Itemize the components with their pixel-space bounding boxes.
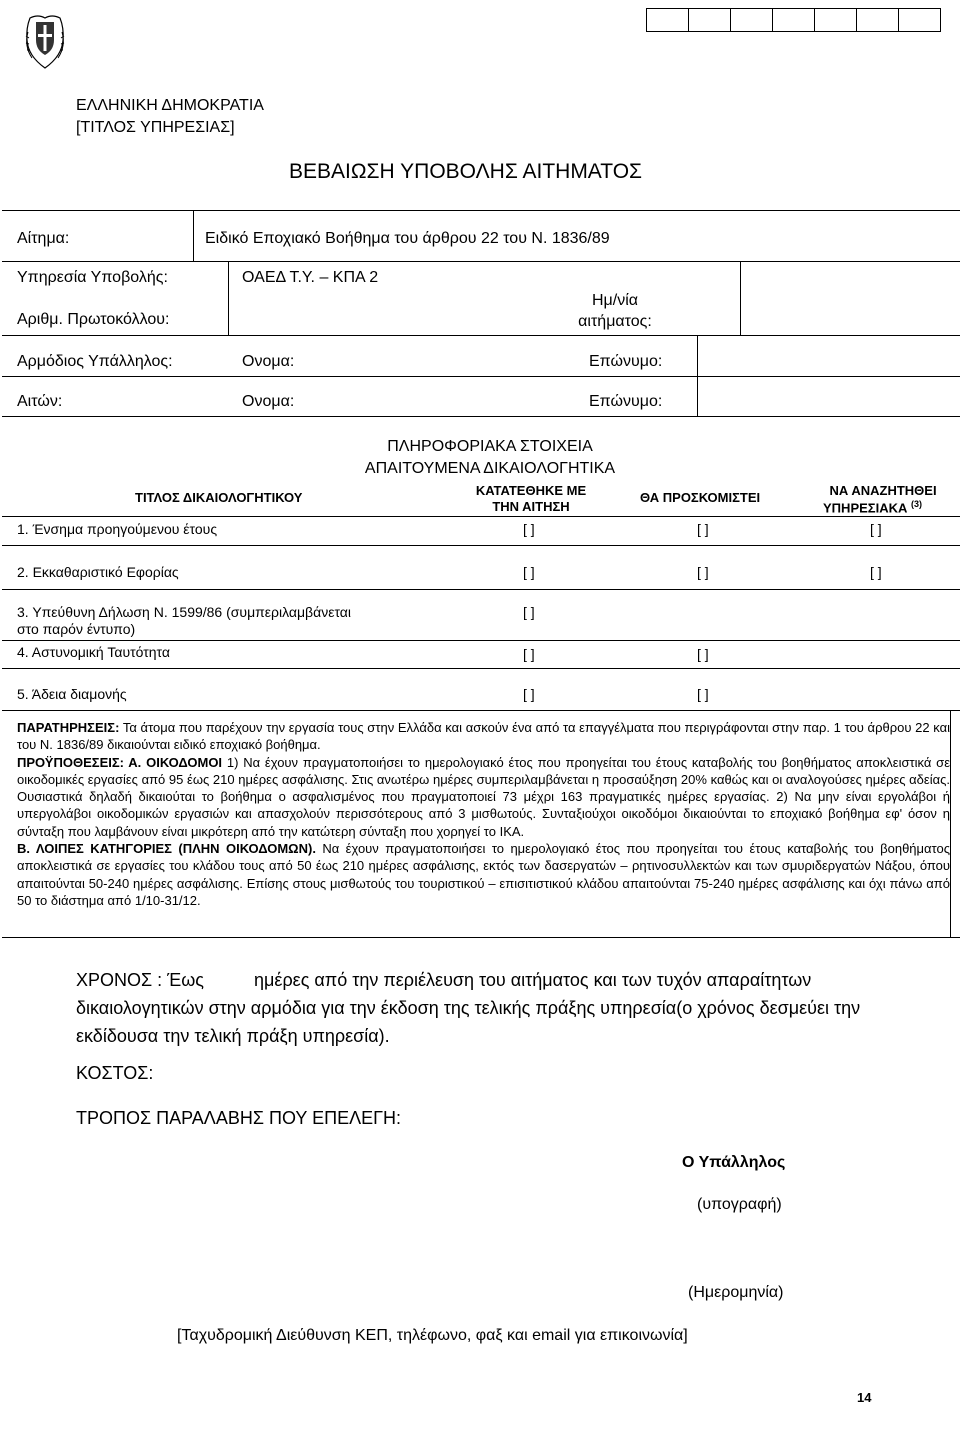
delivery-label: ΤΡΟΠΟΣ ΠΑΡΑΛΑΒΗΣ ΠΟΥ ΕΠΕΛΕΓΗ: xyxy=(76,1108,402,1128)
col-title-header: ΤΙΤΛΟΣ ΔΙΚΑΙΟΛΟΓΗΤΙΚΟΥ xyxy=(135,490,303,505)
info-heading: ΠΛΗΡΟΦΟΡΙΑΚΑ ΣΤΟΙΧΕΙΑ xyxy=(387,438,593,455)
officer-label: Αρμόδιος Υπάλληλος: xyxy=(17,353,173,370)
divider xyxy=(2,640,960,641)
col-submitted-header-1: ΚΑΤΑΤΕΘΗΚΕ ΜΕ xyxy=(475,483,587,498)
coat-of-arms-icon xyxy=(22,8,68,72)
reference-number-boxes xyxy=(647,8,941,32)
col-bring-header: ΘΑ ΠΡΟΣΚΟΜΙΣΤΕΙ xyxy=(640,490,761,505)
notes-section xyxy=(17,719,950,909)
prerequisites-text: 1) Να έχουν πραγματοποιήσει το ημερολογιακό έτος που προηγείται του έτους καταβολής του βοηθήματος αποκλειστικά σε οικοδομικές εργασίες από 95 έως 210 ημέρες ασφάλισης. Στις ανωτέρω ημέρες συμπεριλαμβάνεται η προσαύξηση 20% καθώς και οι αναλογούσες ημέρες αδείας. Ουσιαστικά δηλαδή δικαιούται το βοήθημα ο ασφαλισμένος που πραγματοποιεί 73 μέχρι 163 πραγματικές ημέρες εργασίας. 2) Να μην είναι εργολάβοι ή υπεργολάβοι οικοδομικών εργασιών και απασχολούν περισσότερους από 3 μισθωτούς. Συνταξιούχοι οικοδόμοι δικαιούνται το εποχιακό βοήθημα εφ' όσον η σύνταξη που λαμβάνουν είναι μικρότερη από την κατώτερη σύνταξη που χορηγεί το ΙΚΑ. xyxy=(17,754,950,839)
doc-item: 1. Ένσημα προηγούμενου έτους xyxy=(17,521,218,537)
col-submitted-header-2: ΤΗΝ ΑΙΤΗΣΗ xyxy=(492,499,570,514)
checkbox-submitted[interactable]: [ ] xyxy=(523,564,535,580)
divider xyxy=(2,416,960,417)
reference-box[interactable] xyxy=(814,8,857,32)
cost-label: ΚΟΣΤΟΣ: xyxy=(76,1063,154,1083)
divider xyxy=(2,710,960,711)
date-field[interactable] xyxy=(741,262,960,335)
checkbox-submitted[interactable]: [ ] xyxy=(523,646,535,662)
checkbox-bring[interactable]: [ ] xyxy=(697,646,709,662)
protocol-label: Αριθμ. Πρωτοκόλλου: xyxy=(17,311,170,328)
signature-placeholder: (υπογραφή) xyxy=(697,1196,782,1213)
col-search-header-2: ΥΠΗΡΕΣΙΑΚΑ $^{(3)}$ xyxy=(823,499,922,516)
doc-item: 3. Υπεύθυνη Δήλωση Ν. 1599/86 (συμπεριλαμβάνεται xyxy=(17,604,351,620)
officer-surname-label: Επώνυμο: xyxy=(589,353,663,370)
applicant-surname-label: Επώνυμο: xyxy=(589,393,663,410)
checkbox-bring[interactable]: [ ] xyxy=(697,686,709,702)
divider xyxy=(193,210,194,261)
footer-address: [Ταχυδρομική Διεύθυνση ΚΕΠ, τηλέφωνο, φαξ και email για επικοινωνία] xyxy=(177,1327,688,1344)
checkbox-search[interactable]: [ ] xyxy=(870,564,882,580)
checkbox-search[interactable]: [ ] xyxy=(870,521,882,537)
checkbox-submitted[interactable]: [ ] xyxy=(523,521,535,537)
reference-box[interactable] xyxy=(688,8,731,32)
divider xyxy=(950,710,951,937)
date-label-line2: αιτήματος: xyxy=(578,313,652,330)
remarks-label: ΠΑΡΑΤΗΡΗΣΕΙΣ: xyxy=(17,720,120,735)
reference-box[interactable] xyxy=(730,8,773,32)
date-placeholder: (Ημερομηνία) xyxy=(688,1284,784,1301)
divider xyxy=(2,376,960,377)
reference-box[interactable] xyxy=(898,8,941,32)
col-search-footnote: (3) xyxy=(911,499,922,509)
doc-item: 2. Εκκαθαριστικό Εφορίας xyxy=(17,564,179,580)
checkbox-submitted[interactable]: [ ] xyxy=(523,604,535,620)
divider xyxy=(2,516,960,517)
page-title: ΒΕΒΑΙΩΣΗ ΥΠΟΒΟΛΗΣ ΑΙΤΗΜΑΤΟΣ xyxy=(289,160,643,183)
prerequisites-label: ΠΡΟΫΠΟΘΕΣΕΙΣ: Α. ΟΙΚΟΔΟΜΟΙ xyxy=(17,754,223,770)
service-label: Υπηρεσία Υποβολής: xyxy=(17,269,168,286)
service-value: ΟΑΕΔ Τ.Υ. – ΚΠΑ 2 xyxy=(242,269,379,286)
divider xyxy=(2,210,960,211)
other-categories-text: Να έχουν πραγματοποιήσει το ημερολογιακό έτος που προηγείται του έτους καταβολής του βοηθήματος αποκλειστικά σε εργασίες του κλάδου τους από 50 έως 210 ημέρες ασφάλισης, εκτός των δασεργατών – ρητινοσυλλεκτών και των σμυριδεργατών Νάξου, όπου απαιτούνται 50-240 ημέρες ασφάλισης. Επίσης στους μισθωτούς του τουριστικού – επισιτιστικού κλάδου απαιτούνται 75-240 ημέρες ασφάλισης και όχι πάνω από 50 το διάστημα από 1/10-31/12. xyxy=(17,841,950,908)
doc-item: 4. Αστυνομική Ταυτότητα xyxy=(17,644,170,660)
country-name: ΕΛΛΗΝΙΚΗ ΔΗΜΟΚΡΑΤΙΑ xyxy=(76,97,264,114)
request-value: Ειδικό Εποχιακό Βοήθημα του άρθρου 22 του Ν. 1836/89 xyxy=(205,230,610,247)
divider xyxy=(697,335,698,416)
info-subheading: ΑΠΑΙΤΟΥΜΕΝΑ ΔΙΚΑΙΟΛΟΓΗΤΙΚΑ xyxy=(364,460,616,477)
other-categories-label: Β. ΛΟΙΠΕΣ ΚΑΤΗΓΟΡΙΕΣ (ΠΛΗΝ ΟΙΚΟΔΟΜΩΝ). xyxy=(17,841,316,857)
doc-item-continued: στο παρόν έντυπο) xyxy=(17,621,136,637)
page-number: 14 xyxy=(857,1390,872,1405)
date-label-line1: Ημ/νία xyxy=(591,292,639,309)
reference-box[interactable] xyxy=(646,8,689,32)
divider xyxy=(2,589,960,590)
request-label: Αίτημα: xyxy=(17,230,70,247)
divider xyxy=(2,545,960,546)
officer-name-label: Ονομα: xyxy=(242,353,295,370)
remarks-text: Τα άτομα που παρέχουν την εργασία τους στην Ελλάδα και ασκούν ένα από τα επαγγέλματα που περιγράφονται στην παρ. 1 του άρθρου 22 και του Ν. 1836/89 δικαιούνται ειδικό εποχιακό βοήθημα. xyxy=(17,720,950,753)
reference-box[interactable] xyxy=(856,8,899,32)
officer-title: Ο Υπάλληλος xyxy=(682,1154,786,1171)
doc-item: 5. Άδεια διαμονής xyxy=(17,686,127,702)
checkbox-bring[interactable]: [ ] xyxy=(697,521,709,537)
time-section xyxy=(76,966,926,1050)
divider xyxy=(2,937,960,938)
checkbox-submitted[interactable]: [ ] xyxy=(523,686,535,702)
service-title: [ΤΙΤΛΟΣ ΥΠΗΡΕΣΙΑΣ] xyxy=(76,119,235,136)
divider xyxy=(2,668,960,669)
checkbox-bring[interactable]: [ ] xyxy=(697,564,709,580)
time-label: ΧΡΟΝΟΣ : Έως xyxy=(76,970,204,990)
applicant-label: Αιτών: xyxy=(17,393,63,410)
applicant-name-label: Ονομα: xyxy=(242,393,295,410)
time-text: ημέρες από την περιέλευση του αιτήματος και των τυχόν απαραίτητων δικαιολογητικών στην αρμόδια για την έκδοση της τελικής πράξης υπηρεσία(ο χρόνος δεσμεύει την εκδίδουσα την τελική πράξη υπηρεσία). xyxy=(76,970,861,1046)
reference-box[interactable] xyxy=(772,8,815,32)
col-search-header-1: ΝΑ ΑΝΑΖΗΤΗΘΕΙ xyxy=(829,483,937,498)
divider xyxy=(2,335,960,336)
